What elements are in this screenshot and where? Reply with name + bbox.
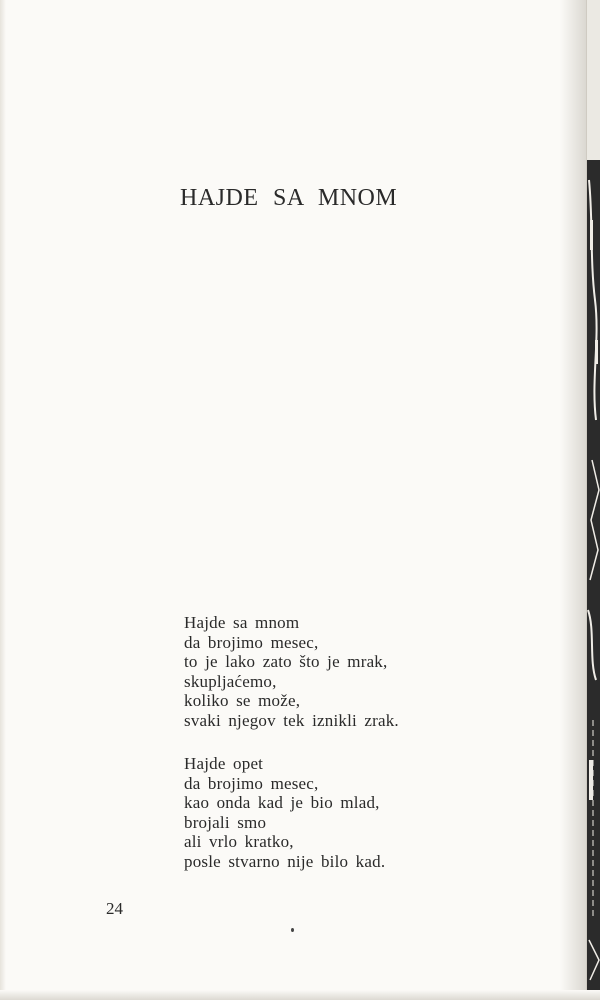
page-bottom-edge <box>0 990 600 1000</box>
poem-title: HAJDE SA MNOM <box>180 185 398 211</box>
verse-line: brojali smo <box>184 812 267 832</box>
verse-line: to je lako zato što je mrak, <box>184 652 388 671</box>
page-left-edge <box>0 0 6 1000</box>
verse-line: svaki njegov tek iznikli zrak. <box>184 710 399 730</box>
verse-line: Hajde sa mnom <box>184 613 300 632</box>
verse-line: da brojimo mesec, <box>184 773 319 793</box>
verse-line: ali vrlo kratko, <box>184 832 294 851</box>
poem-stanza-2 <box>184 754 385 871</box>
verse-line: da brojimo mesec, <box>184 632 319 652</box>
page-number: 24 <box>106 899 123 918</box>
facing-page-edge <box>586 0 600 1000</box>
poem-stanza-1 <box>184 613 399 730</box>
verse-line: koliko se može, <box>184 691 301 710</box>
verse-line: kao onda kad je bio mlad, <box>184 793 380 812</box>
ink-speck <box>291 928 294 932</box>
verse-line: skupljaćemo, <box>184 671 277 691</box>
page-gutter-shadow <box>560 0 586 1000</box>
verse-line: Hajde opet <box>184 754 264 773</box>
verse-line: posle stvarno nije bilo kad. <box>184 851 386 871</box>
woodcut-illustration-strip <box>587 160 600 1000</box>
